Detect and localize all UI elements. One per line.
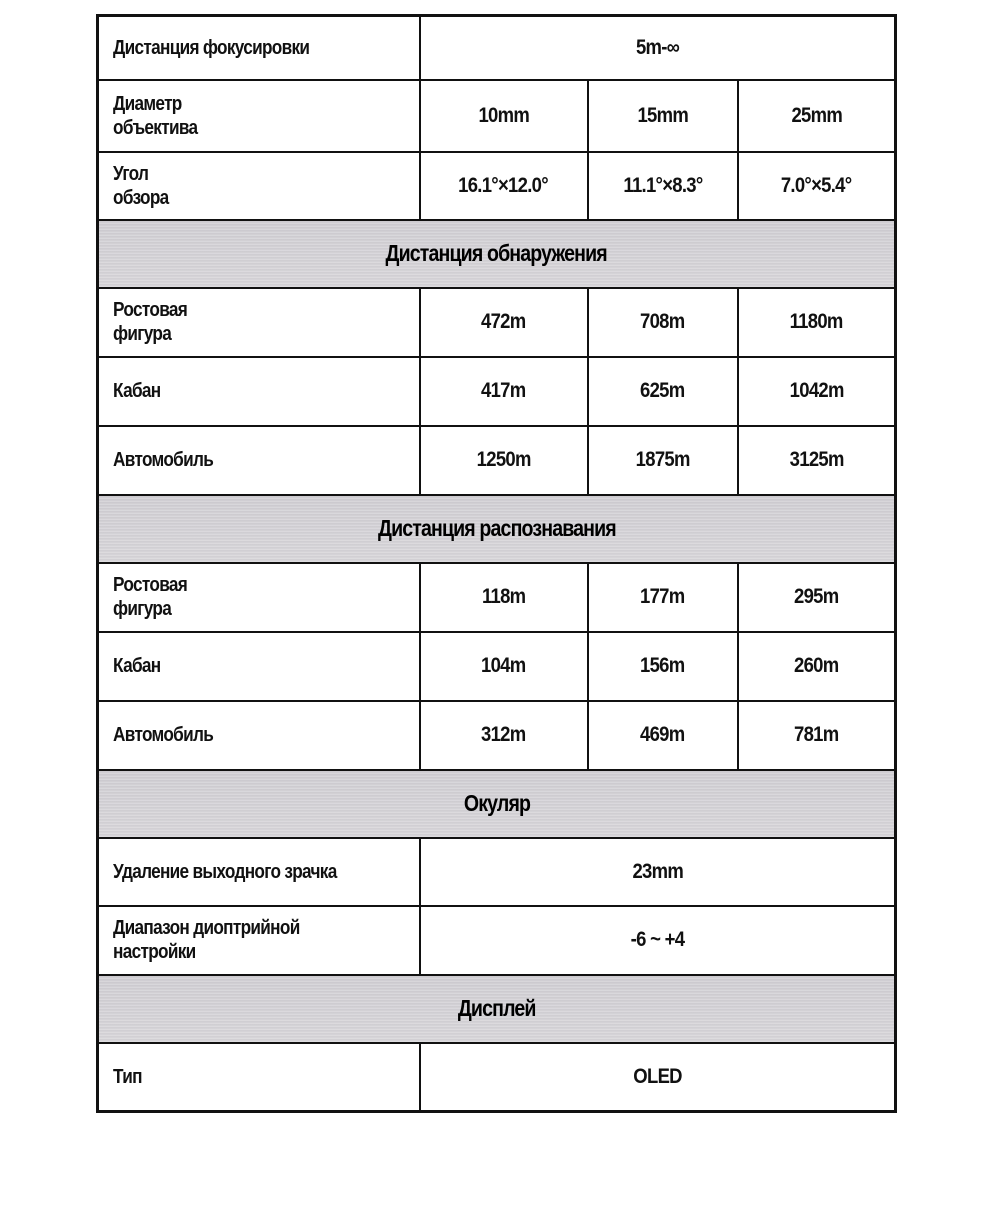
cell-value <box>588 357 738 426</box>
cell-value <box>738 152 896 220</box>
cell-value <box>420 426 588 495</box>
row-value <box>420 906 896 975</box>
value-text: 472m <box>481 310 526 333</box>
section-title-text: Дистанция обнаружения <box>385 240 608 266</box>
label-line: Диаметр <box>112 92 182 115</box>
value-text: 1250m <box>476 448 531 471</box>
label-text: Кабан <box>112 655 160 677</box>
label-line: обзора <box>112 186 169 209</box>
section-header-detection <box>98 220 896 288</box>
cell-value <box>420 632 588 701</box>
section-title <box>98 770 896 838</box>
row-label <box>98 426 375 495</box>
label-line: Ростовая <box>112 574 187 596</box>
row-diopter-range <box>98 906 896 975</box>
cell-value <box>420 701 588 770</box>
value-text: 625m <box>640 379 685 402</box>
label-line: Диапазон диоптрийной <box>112 917 300 939</box>
row-focus-distance <box>98 16 896 80</box>
row-detection-car <box>98 426 896 495</box>
cell-value <box>738 563 896 632</box>
section-title <box>98 495 896 563</box>
value-text: 1875m <box>635 448 690 471</box>
value-text: 260m <box>794 654 839 677</box>
cell-value <box>420 288 588 357</box>
value-text: 11.1°×8.3° <box>622 173 703 197</box>
cell-value <box>588 288 738 357</box>
cell-value <box>588 563 738 632</box>
row-label <box>98 701 375 770</box>
row-detection-boar <box>98 357 896 426</box>
row-eye-relief <box>98 838 896 906</box>
label-text: Дистанция фокусировки <box>112 36 309 59</box>
label-text: Кабан <box>112 380 160 402</box>
row-label <box>98 632 375 701</box>
cell-value <box>588 426 738 495</box>
value-text: 708m <box>640 310 685 333</box>
label-text: Удаление выходного зрачка <box>112 860 337 883</box>
value-text: 1042m <box>789 379 844 402</box>
cell-value <box>588 152 738 220</box>
cell-value <box>420 80 588 152</box>
row-value <box>420 16 896 80</box>
value-text: 104m <box>481 654 526 677</box>
row-label <box>98 16 375 80</box>
value-text: 25mm <box>790 103 842 127</box>
label-line: Угол <box>112 162 148 185</box>
value-text: 1180m <box>789 310 843 333</box>
cell-value <box>738 701 896 770</box>
label-line: объектива <box>112 116 197 139</box>
section-header-display <box>98 975 896 1043</box>
row-value <box>420 1043 896 1112</box>
row-display-type <box>98 1043 896 1112</box>
cell-value <box>420 563 588 632</box>
row-label <box>98 80 375 152</box>
label-text: Автомобиль <box>112 449 213 471</box>
label-line: фигура <box>112 598 171 620</box>
row-lens-diameter <box>98 80 896 152</box>
value-text: 16.1°×12.0° <box>458 173 549 197</box>
value-text: 118m <box>481 585 526 608</box>
value-text: 10mm <box>478 103 529 127</box>
label-text: Автомобиль <box>112 724 213 746</box>
section-title-text: Окуляр <box>463 790 530 816</box>
label-line: настройки <box>112 941 196 963</box>
row-label <box>98 838 375 906</box>
value-text: 312m <box>481 723 526 746</box>
label-line: Ростовая <box>112 299 187 321</box>
row-recognition-boar <box>98 632 896 701</box>
row-label <box>98 906 375 975</box>
row-label <box>98 563 375 632</box>
value-text: 156m <box>640 654 685 677</box>
value-text: 5m-∞ <box>635 35 679 59</box>
row-label <box>98 1043 375 1112</box>
cell-value <box>420 357 588 426</box>
value-text: 177m <box>640 585 685 608</box>
cell-value <box>738 80 896 152</box>
value-text: 15mm <box>637 103 688 127</box>
cell-value <box>588 701 738 770</box>
specifications-table <box>96 14 897 1113</box>
value-text: 7.0°×5.4° <box>780 173 852 197</box>
section-title <box>98 220 896 288</box>
row-field-of-view <box>98 152 896 220</box>
value-text: OLED <box>632 1064 682 1088</box>
label-line: фигура <box>112 323 171 345</box>
cell-value <box>420 152 588 220</box>
row-value <box>420 838 896 906</box>
row-label <box>98 288 375 357</box>
value-text: 23mm <box>631 859 683 883</box>
value-text: 781m <box>794 723 839 746</box>
value-text: 469m <box>640 723 685 746</box>
value-text: 417m <box>481 379 526 402</box>
cell-value <box>738 632 896 701</box>
value-text: -6 ~ +4 <box>630 928 685 951</box>
section-header-eyepiece <box>98 770 896 838</box>
cell-value <box>738 357 896 426</box>
row-label <box>98 357 375 426</box>
label-text: Тип <box>112 1065 142 1088</box>
row-label <box>98 152 375 220</box>
cell-value <box>588 80 738 152</box>
section-title <box>98 975 896 1043</box>
row-recognition-car <box>98 701 896 770</box>
row-recognition-human <box>98 563 896 632</box>
cell-value <box>588 632 738 701</box>
row-detection-human <box>98 288 896 357</box>
value-text: 295m <box>794 585 839 608</box>
value-text: 3125m <box>789 448 844 471</box>
section-title-text: Дисплей <box>457 995 536 1021</box>
section-title-text: Дистанция распознавания <box>377 515 616 541</box>
section-header-recognition <box>98 495 896 563</box>
cell-value <box>738 288 896 357</box>
cell-value <box>738 426 896 495</box>
